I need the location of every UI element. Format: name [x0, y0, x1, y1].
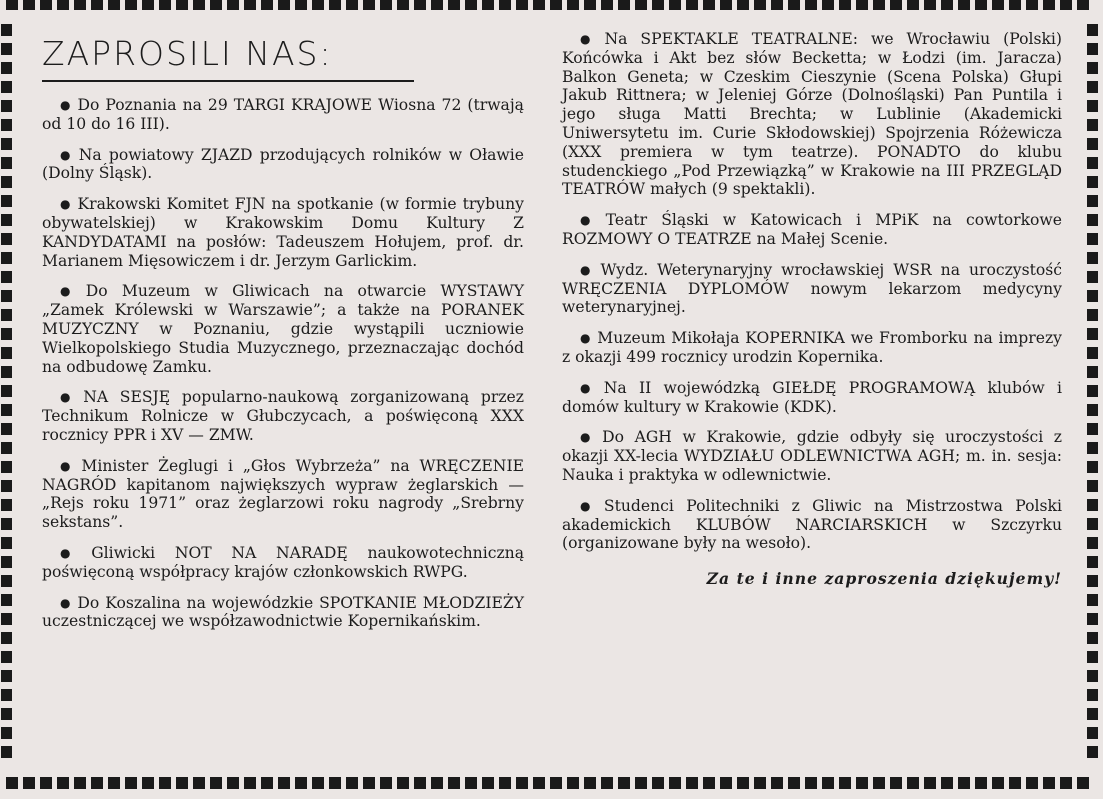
border-square [958, 0, 970, 10]
border-square [890, 0, 902, 10]
border-square [839, 777, 851, 789]
border-square [499, 777, 511, 789]
left-column [42, 30, 524, 643]
border-square [1, 689, 12, 701]
border-square [1043, 0, 1055, 10]
border-square [703, 0, 715, 10]
border-square [1087, 309, 1098, 321]
border-square [856, 777, 868, 789]
border-square [431, 0, 443, 10]
border-square [176, 0, 188, 10]
bullet-icon: ● [580, 262, 595, 277]
border-square [176, 777, 188, 789]
bullet-icon: ● [60, 595, 72, 610]
border-square [1, 24, 12, 36]
border-square [1, 556, 12, 568]
border-square [1087, 746, 1098, 758]
border-square [924, 777, 936, 789]
border-square [125, 777, 137, 789]
border-square [1, 708, 12, 720]
border-square [1087, 347, 1098, 359]
border-square [1, 575, 12, 587]
border-square [1009, 0, 1021, 10]
border-square [550, 0, 562, 10]
border-square [788, 777, 800, 789]
border-square [210, 777, 222, 789]
border-square [1087, 670, 1098, 682]
border-square [1009, 777, 1021, 789]
border-square [1, 309, 12, 321]
border-square [1, 499, 12, 511]
announcement: ● Gliwicki NOT NA NARADĘ naukowotechniczną poświęconą współpracy krajów członkowskich RWPG. [42, 543, 524, 581]
border-square [941, 777, 953, 789]
announcement: ● Do Koszalina na wojewódzkie SPOTKANIE MŁODZIEŻY uczestniczącej we współzawodnictwie Kopernikańskim. [42, 593, 524, 631]
border-square [720, 0, 732, 10]
border-square [1, 233, 12, 245]
border-square [193, 777, 205, 789]
border-square [57, 0, 69, 10]
border-square [516, 0, 528, 10]
border-square [1087, 62, 1098, 74]
border-square [1087, 556, 1098, 568]
right-column [562, 30, 1062, 588]
border-square [1, 385, 12, 397]
border-square [1, 214, 12, 226]
border-square [1087, 385, 1098, 397]
border-square [142, 0, 154, 10]
border-square [1, 290, 12, 302]
border-square [329, 777, 341, 789]
border-square [1087, 537, 1098, 549]
bullet-icon: ● [60, 197, 72, 212]
border-square [1, 537, 12, 549]
border-square [754, 0, 766, 10]
border-square [975, 777, 987, 789]
border-square [1, 100, 12, 112]
border-square [1026, 0, 1038, 10]
border-square [1087, 613, 1098, 625]
border-square [839, 0, 851, 10]
border-square [397, 777, 409, 789]
border-square [1, 62, 12, 74]
border-square [1087, 138, 1098, 150]
border-square [788, 0, 800, 10]
border-square [737, 777, 749, 789]
border-square [1087, 518, 1098, 530]
border-square [924, 0, 936, 10]
border-square [516, 777, 528, 789]
border-square [1, 727, 12, 739]
border-square [57, 777, 69, 789]
border-square [448, 0, 460, 10]
announcement: ● Wydz. Weterynaryjny wrocławskiej WSR na uroczystość WRĘCZENIA DYPLOMÓW nowym lekarzom medycyny weterynaryjnej. [562, 260, 1062, 317]
border-square [227, 0, 239, 10]
border-square [1087, 499, 1098, 511]
border-square [108, 777, 120, 789]
border-square [907, 0, 919, 10]
border-square [1043, 777, 1055, 789]
border-square [686, 0, 698, 10]
border-square [482, 0, 494, 10]
border-square [941, 0, 953, 10]
border-square [618, 777, 630, 789]
border-square [397, 0, 409, 10]
announcement: ● NA SESJĘ popularno-naukową zorganizowaną przez Technikum Rolnicze w Głubczycach, a poświęconą XXX rocznicy PPR i XV — ZMW. [42, 388, 524, 444]
border-square [669, 777, 681, 789]
border-square [329, 0, 341, 10]
border-square [584, 0, 596, 10]
border-square [74, 777, 86, 789]
border-square [261, 777, 273, 789]
border-square [261, 0, 273, 10]
border-square [1087, 651, 1098, 663]
border-square [448, 777, 460, 789]
article [36, 30, 1066, 770]
border-square [431, 777, 443, 789]
announcement: ● Studenci Politechniki z Gliwic na Mistrzostwa Polski akademickich KLUBÓW NARCIARSKICH w Szczyrku (organizowane były na wesoło). [562, 496, 1062, 553]
border-square [363, 0, 375, 10]
announcement: ● Do Poznania na 29 TARGI KRAJOWE Wiosna 72 (trwają od 10 do 16 III). [42, 96, 524, 133]
border-square [1, 138, 12, 150]
border-square [822, 0, 834, 10]
announcement: ● Do Muzeum w Gliwicach na otwarcie WYSTAWY „Zamek Królewski w Warszawie”; a także na PORANEK MUZYCZNY w Poznaniu, gdzie wystąpili uczniowie Wielkopolskiego Studia Muzycznego, przeznaczając dochód na odbudowę Zamku. [42, 282, 524, 376]
border-square [380, 777, 392, 789]
border-square [312, 0, 324, 10]
border-square [414, 777, 426, 789]
border-square [635, 0, 647, 10]
border-square [40, 0, 52, 10]
border-square [1087, 252, 1098, 264]
border-square [244, 777, 256, 789]
announcement: ● Na SPEKTAKLE TEATRALNE: we Wrocławiu (Polski) Końcówka i Akt bez słów Becketta; w Łodzi (im. Jaracza) Balkon Geneta; w Czeskim Cieszynie (Scena Polska) Głupi Jakub Rittnera; w Jeleniej Górze (Dolnośląski) Pan Puntila i jego sługa Matti Brechta; w Lublinie (Akademicki Uniwersytetu im. Curie Skłodowskiej) Spojrzenia Różewicza (XXX premiera w tym teatrze). PONADTO do klubu studenckiego „Pod Przewiązką” w Krakowie na III PRZEGLĄD TEATRÓW małych (9 spektakli). [562, 30, 1062, 199]
border-square [482, 777, 494, 789]
border-square [23, 0, 35, 10]
border-square [1, 613, 12, 625]
border-square [1087, 461, 1098, 473]
border-square [907, 777, 919, 789]
border-square [1087, 195, 1098, 207]
announcement: ● Minister Żeglugi i „Głos Wybrzeża” na WRĘCZENIE NAGRÓD kapitanom największych wypraw żeglarskich — „Rejs roku 1971” oraz żeglarzowi roku nagrody „Srebrny sekstans”. [42, 456, 524, 532]
border-square [771, 777, 783, 789]
border-square [1, 252, 12, 264]
border-square [1087, 176, 1098, 188]
border-square [278, 0, 290, 10]
border-square [822, 777, 834, 789]
bullet-icon: ● [60, 458, 76, 473]
border-square [278, 777, 290, 789]
border-square [1, 271, 12, 283]
border-square [1087, 119, 1098, 131]
bullet-icon: ● [60, 98, 72, 112]
border-square [1087, 214, 1098, 226]
border-square [1, 43, 12, 55]
announcement: ● Na II wojewódzką GIEŁDĘ PROGRAMOWĄ klubów i domów kultury w Krakowie (KDK). [562, 378, 1062, 416]
border-square [754, 777, 766, 789]
bullet-icon: ● [580, 498, 598, 513]
page-title: ZAPROSILI NAS: [42, 34, 414, 82]
border-square [1087, 423, 1098, 435]
border-square [91, 777, 103, 789]
border-square [1087, 328, 1098, 340]
border-square [227, 777, 239, 789]
bullet-icon: ● [580, 430, 597, 445]
bullet-icon: ● [60, 147, 73, 162]
closing-line: Za te i inne zaproszenia dziękujemy! [706, 569, 1062, 589]
border-square [1, 81, 12, 93]
border-square [686, 777, 698, 789]
border-square [805, 0, 817, 10]
border-square [1, 594, 12, 606]
announcement: ● Muzeum Mikołaja KOPERNIKA we Fromborku na imprezy z okazji 499 rocznicy urodzin Kopernika. [562, 329, 1062, 366]
border-square [108, 0, 120, 10]
border-square [1, 157, 12, 169]
border-square [1, 119, 12, 131]
bullet-icon: ● [580, 32, 599, 46]
border-square [1087, 233, 1098, 245]
border-square [1, 670, 12, 682]
border-square [1, 423, 12, 435]
border-square [1060, 777, 1072, 789]
border-square [1, 404, 12, 416]
border-square [1087, 727, 1098, 739]
border-square [1087, 271, 1098, 283]
border-square [465, 777, 477, 789]
border-square [584, 777, 596, 789]
border-bottom [0, 777, 1103, 791]
announcement: ● Do AGH w Krakowie, gdzie odbyły się uroczystości z okazji XX-lecia WYDZIAŁU ODLEWNICTWA AGH; m. in. sesja: Nauka i praktyka w odlewnictwie. [562, 428, 1062, 484]
border-square [1087, 632, 1098, 644]
border-square [1087, 480, 1098, 492]
border-square [533, 0, 545, 10]
bullet-icon: ● [580, 213, 600, 228]
border-square [380, 0, 392, 10]
border-square [1087, 594, 1098, 606]
border-square [805, 777, 817, 789]
border-square [1, 651, 12, 663]
border-square [975, 0, 987, 10]
border-square [890, 777, 902, 789]
border-square [159, 777, 171, 789]
border-square [1, 195, 12, 207]
border-square [601, 777, 613, 789]
border-square [1, 461, 12, 473]
border-square [1, 632, 12, 644]
border-square [635, 777, 647, 789]
border-square [346, 0, 358, 10]
border-square [363, 777, 375, 789]
bullet-icon: ● [60, 284, 80, 299]
border-square [1087, 81, 1098, 93]
border-square [618, 0, 630, 10]
border-square [601, 0, 613, 10]
border-square [1087, 442, 1098, 454]
border-square [771, 0, 783, 10]
border-square [1, 518, 12, 530]
border-square [567, 777, 579, 789]
border-square [1087, 24, 1098, 36]
border-square [312, 777, 324, 789]
border-left [0, 0, 14, 799]
bullet-icon: ● [580, 331, 592, 346]
bullet-icon: ● [580, 380, 598, 395]
border-square [465, 0, 477, 10]
border-square [1087, 157, 1098, 169]
border-square [1, 328, 12, 340]
border-square [720, 777, 732, 789]
border-square [873, 0, 885, 10]
border-top [0, 0, 1103, 12]
bullet-icon: ● [60, 545, 86, 560]
border-square [669, 0, 681, 10]
border-square [1087, 290, 1098, 302]
border-square [1087, 575, 1098, 587]
border-square [652, 777, 664, 789]
border-square [992, 0, 1004, 10]
border-square [1087, 708, 1098, 720]
border-right [1085, 0, 1099, 799]
border-square [1, 746, 12, 758]
border-square [873, 777, 885, 789]
border-square [992, 777, 1004, 789]
border-square [1087, 689, 1098, 701]
border-square [1060, 0, 1072, 10]
announcement: ● Teatr Śląski w Katowicach i MPiK na cowtorkowe ROZMOWY O TEATRZE na Małej Scenie. [562, 211, 1062, 248]
border-square [958, 777, 970, 789]
border-square [210, 0, 222, 10]
border-square [567, 0, 579, 10]
border-square [40, 777, 52, 789]
border-square [652, 0, 664, 10]
border-square [1, 347, 12, 359]
border-square [1087, 404, 1098, 416]
border-square [346, 777, 358, 789]
border-square [1, 442, 12, 454]
border-square [1026, 777, 1038, 789]
border-square [1087, 100, 1098, 112]
border-square [414, 0, 426, 10]
border-square [499, 0, 511, 10]
border-square [1, 480, 12, 492]
border-square [1, 366, 12, 378]
border-square [159, 0, 171, 10]
border-square [856, 0, 868, 10]
border-square [142, 777, 154, 789]
border-square [1087, 43, 1098, 55]
border-square [737, 0, 749, 10]
border-square [125, 0, 137, 10]
border-square [1, 176, 12, 188]
border-square [91, 0, 103, 10]
border-square [295, 777, 307, 789]
announcement: ● Na powiatowy ZJAZD przodujących rolników w Oławie (Dolny Śląsk). [42, 145, 524, 183]
border-square [74, 0, 86, 10]
border-square [550, 777, 562, 789]
border-square [703, 777, 715, 789]
border-square [295, 0, 307, 10]
border-square [244, 0, 256, 10]
border-square [533, 777, 545, 789]
border-square [193, 0, 205, 10]
bullet-icon: ● [60, 390, 78, 405]
announcement: ● Krakowski Komitet FJN na spotkanie (w formie trybuny obywatelskiej) w Krakowskim Domu Kultury Z KANDYDATAMI na posłów: Tadeuszem Hołujem, prof. dr. Marianem Mięsowiczem i dr. Jerzym Garlickim. [42, 195, 524, 270]
border-square [1087, 366, 1098, 378]
border-square [23, 777, 35, 789]
